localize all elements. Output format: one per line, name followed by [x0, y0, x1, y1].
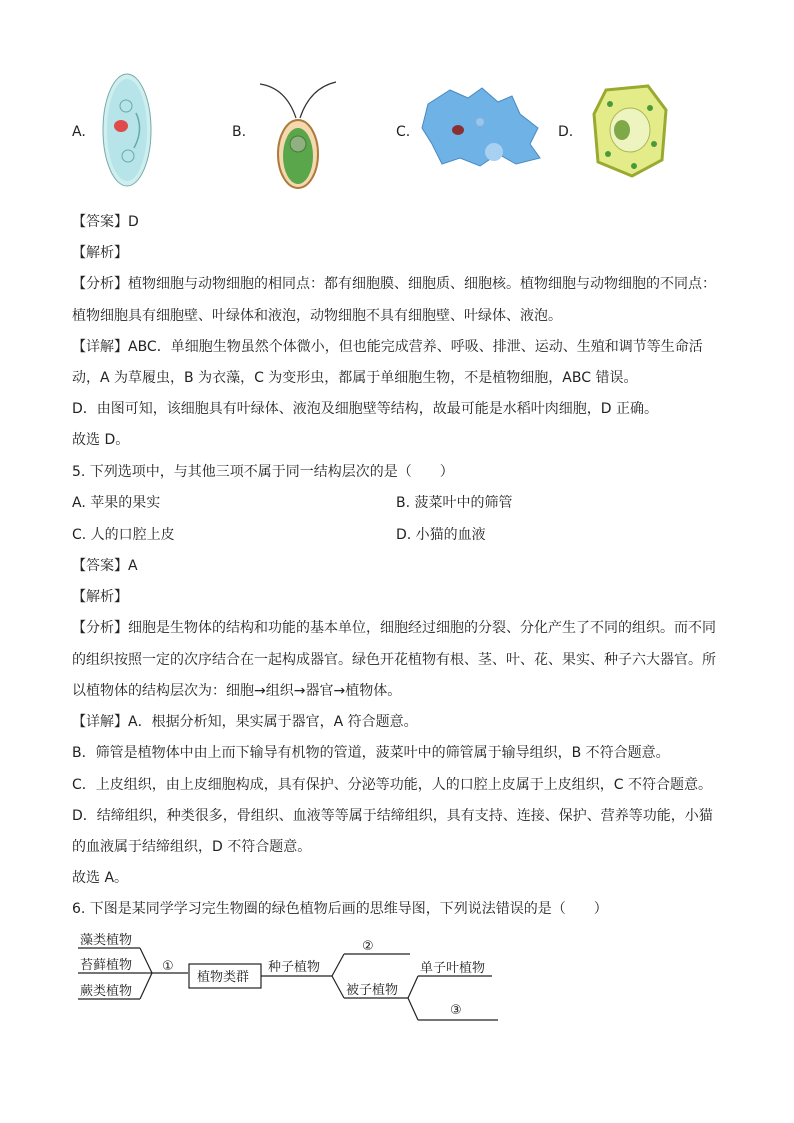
q5-option-b: B. 菠菜叶中的筛管 — [396, 495, 513, 511]
chlamydomonas-figure — [256, 78, 340, 192]
mindmap-fern: 蕨类植物 — [80, 984, 133, 999]
plant-cell-figure — [592, 84, 670, 178]
q5-fenxi-3: 以植物体的结构层次为：细胞→组织→器官→植物体。 — [72, 683, 402, 699]
q4-analysis-label: 【解析】 — [72, 245, 128, 261]
mindmap-circle-3: ③ — [450, 1003, 462, 1018]
q5-answer: 【答案】A — [72, 558, 138, 574]
mindmap-circle-1: ① — [162, 959, 174, 974]
q5-option-d: D. 小猫的血液 — [396, 527, 486, 543]
q4-conclusion: 故选 D。 — [72, 432, 130, 448]
q4-xiangjie-2: 动，A 为草履虫，B 为衣藻，C 为变形虫，都属于单细胞生物，不是植物细胞，ABC 错误。 — [72, 370, 638, 386]
paramecium-figure — [96, 68, 158, 192]
q5-fenxi-2: 的组织按照一定的次序结合在一起构成器官。绿色开花植物有根、茎、叶、花、果实、种子六大器官。所 — [72, 652, 716, 668]
amoeba-figure — [420, 84, 544, 170]
plant-mindmap — [72, 926, 512, 1026]
q4-answer: 【答案】D — [72, 214, 139, 230]
mindmap-plant-groups: 植物类群 — [197, 970, 250, 985]
q5-xiangjie-3: C．上皮组织，由上皮细胞构成，具有保护、分泌等功能，人的口腔上皮属于上皮组织，C 不符合题意。 — [72, 777, 712, 793]
q4-xiangjie-3: D．由图可知，该细胞具有叶绿体、液泡及细胞壁等结构，故最可能是水稻叶肉细胞，D 正确。 — [72, 401, 659, 417]
option-b-label: B. — [232, 124, 247, 140]
mindmap-angiosperms: 被子植物 — [346, 983, 399, 998]
option-d-label: D. — [558, 124, 574, 140]
mindmap-algae: 藻类植物 — [80, 933, 133, 948]
q5-xiangjie-2: B．筛管是植物体中由上而下输导有机物的管道，菠菜叶中的筛管属于输导组织，B 不符合题意。 — [72, 745, 670, 761]
q5-xiangjie-1: 【详解】A．根据分析知，果实属于器官，A 符合题意。 — [72, 714, 418, 730]
mindmap-monocots: 单子叶植物 — [420, 961, 486, 976]
q5-option-a: A. 苹果的果实 — [72, 495, 161, 511]
q6-stem: 6. 下图是某同学学习完生物圈的绿色植物后画的思维导图，下列说法错误的是（ ） — [72, 901, 608, 917]
q5-analysis-label: 【解析】 — [72, 589, 128, 605]
q5-conclusion: 故选 A。 — [72, 870, 129, 886]
q4-fenxi-1: 【分析】植物细胞与动物细胞的相同点：都有细胞膜、细胞质、细胞核。植物细胞与动物细胞的不同点： — [72, 276, 716, 292]
q4-xiangjie-1: 【详解】ABC．单细胞生物虽然个体微小，但也能完成营养、呼吸、排泄、运动、生殖和调节等生命活 — [72, 339, 703, 355]
mindmap-circle-2: ② — [362, 939, 374, 954]
option-a-label: A. — [72, 124, 86, 140]
q5-xiangjie-4: D．结缔组织，种类很多，骨组织、血液等等属于结缔组织，具有支持、连接、保护、营养等功能，小猫 — [72, 808, 713, 824]
q5-fenxi-1: 【分析】细胞是生物体的结构和功能的基本单位，细胞经过细胞的分裂、分化产生了不同的组织。而不同 — [72, 620, 716, 636]
q5-xiangjie-5: 的血液属于结缔组织，D 不符合题意。 — [72, 839, 312, 855]
q4-fenxi-2: 植物细胞具有细胞壁、叶绿体和液泡，动物细胞不具有细胞壁、叶绿体、液泡。 — [72, 308, 562, 324]
option-c-label: C. — [396, 124, 411, 140]
mindmap-moss: 苔藓植物 — [80, 958, 133, 973]
q5-option-c: C. 人的口腔上皮 — [72, 527, 175, 543]
q5-stem: 5. 下列选项中，与其他三项不属于同一结构层次的是（ ） — [72, 464, 454, 480]
mindmap-seed-plants: 种子植物 — [268, 960, 321, 975]
